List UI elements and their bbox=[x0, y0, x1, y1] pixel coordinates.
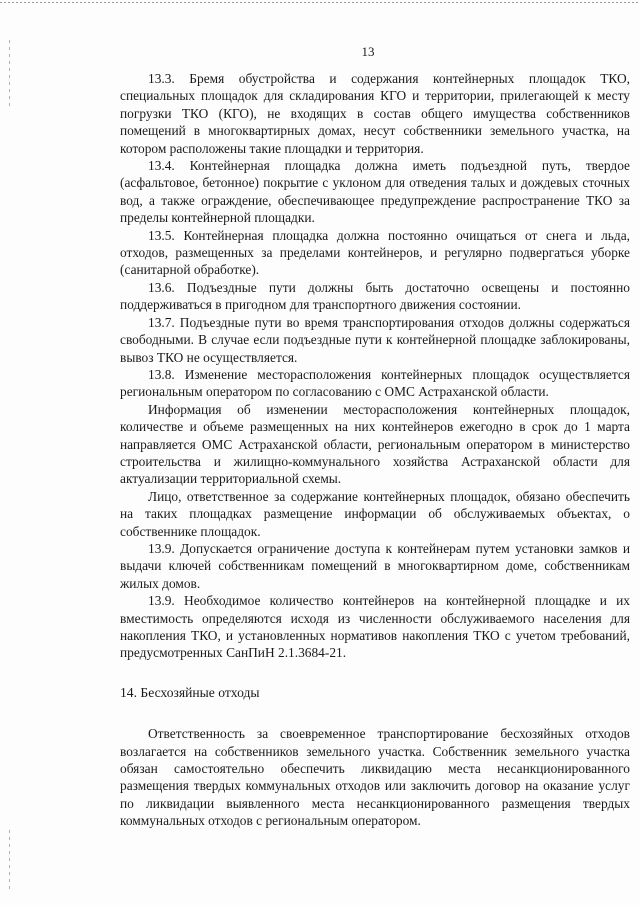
scan-left-edge-mark bbox=[9, 830, 10, 890]
document-body bbox=[120, 70, 630, 830]
paragraph-13-5: 13.5. Контейнерная площадка должна постоянно очищаться от снега и льда, отходов, размещенных за пределами контейнеров, и регулярно подвергаться уборке (санитарной обработке). bbox=[120, 227, 630, 278]
paragraph-13-6: 13.6. Подъездные пути должны быть достаточно освещены и постоянно поддерживаться в пригодном для транспортного движения состоянии. bbox=[120, 279, 630, 313]
section-heading: 14. Бесхозяйные отходы bbox=[120, 684, 260, 700]
paragraph-13-9-access: 13.9. Допускается ограничение доступа к контейнерам путем установки замков и выдачи ключей собственникам помещений в многоквартирном доме, собственникам жилых домов. bbox=[120, 540, 630, 591]
paragraph-13-8-responsible: Лицо, ответственное за содержание контейнерных площадок, обязано обеспечить на таких площадках размещение информации об обслуживаемых объектах, о собственнике площадок. bbox=[120, 488, 630, 539]
paragraph-13-8-info: Информация об изменении месторасположения контейнерных площадок, количестве и объеме размещенных на них контейнеров ежегодно в срок до 1 марта направляется ОМС Астраханской области, региональным оператором в министерство строительства и жилищно-коммунального хозяйства Астраханской области для актуализации территориальной схемы. bbox=[120, 401, 630, 487]
paragraph-13-7: 13.7. Подъездные пути во время транспортирования отходов должны содержаться свободными. В случае если подъездные пути к контейнерной площадке заблокированы, вывоз ТКО не осуществляется. bbox=[120, 314, 630, 365]
paragraph-13-8: 13.8. Изменение месторасположения контейнерных площадок осуществляется региональным оператором по согласованию с ОМС Астраханской области. bbox=[120, 366, 630, 400]
page-number: 13 bbox=[361, 44, 375, 59]
scan-top-edge bbox=[0, 2, 640, 3]
paragraph-14: Ответственность за своевременное транспортирование бесхозяйных отходов возлагается на собственников земельного участка. Собственник земельного участка обязан самостоятельно обеспечить ликвидацию места несанкционированного размещения твердых коммунальных отходов или заключить договор на оказание услуг по ликвидации выявленного места несанкционированного размещения твердых коммунальных отходов с региональным оператором. bbox=[120, 726, 630, 829]
paragraph-13-4: 13.4. Контейнерная площадка должна иметь подъездной путь, твердое (асфальтовое, бетонное) покрытие с уклоном для отведения талых и дождевых сточных вод, а также ограждение, обеспечивающее предупреждение распространение ТКО за пределы контейнерной площадки. bbox=[120, 158, 630, 226]
scan-left-edge-mark bbox=[9, 40, 10, 110]
paragraph-13-3: 13.3. Бремя обустройства и содержания контейнерных площадок ТКО, специальных площадок для складирования КГО и территории, прилегающей к месту погрузки ТКО (КГО), не входящих в состав общего имущества собственников помещений в многоквартирных домах, несут собственники земельного участка, на котором расположены такие площадки и территория. bbox=[120, 71, 630, 156]
paragraph-13-9-quantity: 13.9. Необходимое количество контейнеров на контейнерной площадке и их вместимость определяются исходя из численности обслуживаемого населения для накопления ТКО, и установленных нормативов накопления ТКО с учетом требований, предусмотренных СанПиН 2.1.3684-21. bbox=[120, 593, 630, 661]
